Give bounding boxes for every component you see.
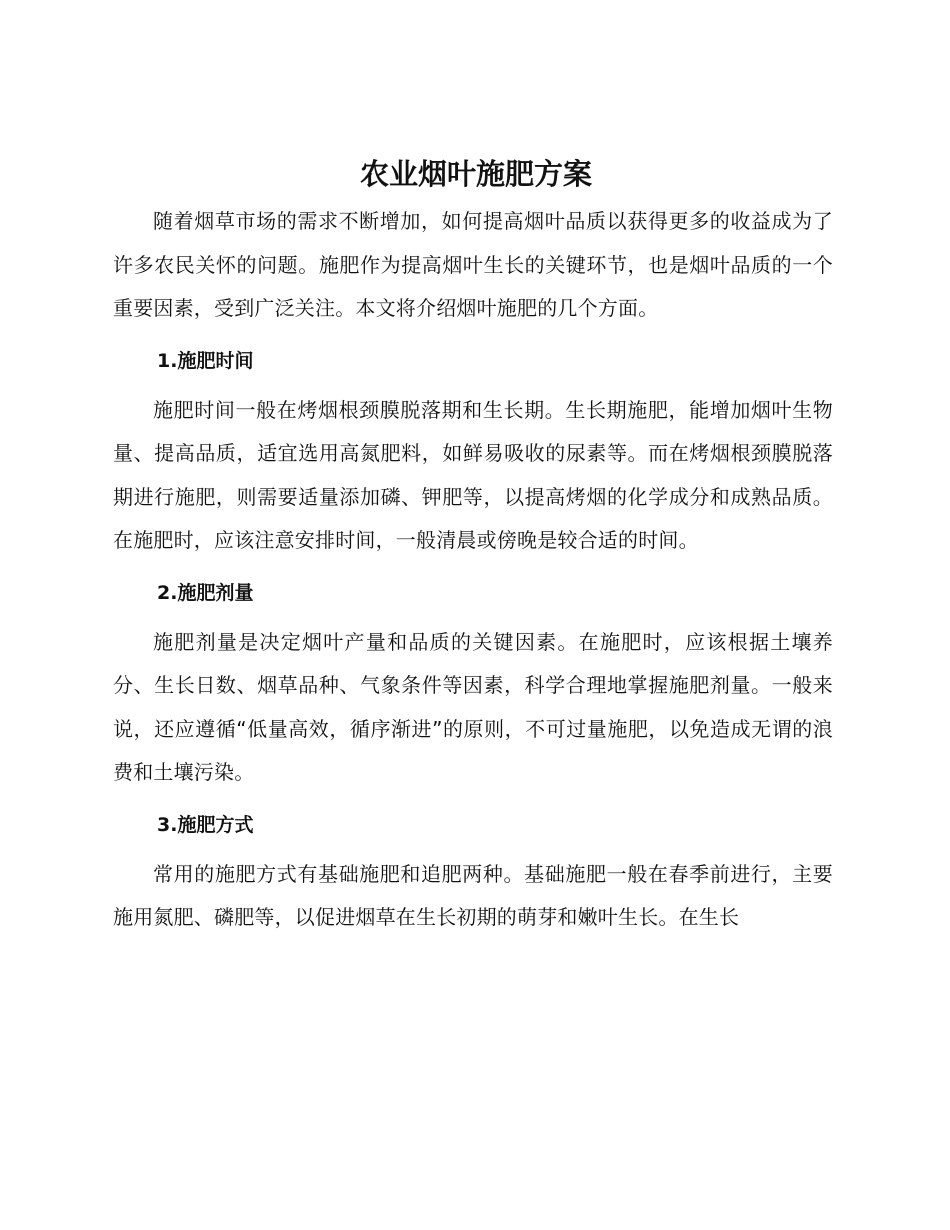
section-body: 施肥剂量是决定烟叶产量和品质的关键因素。在施肥时，应该根据土壤养分、生长日数、烟草品种、气象条件等因素，科学合理地掌握施肥剂量。一般来说，还应遵循“低量高效，循序渐进”的原则，不可过量施肥，以免造成无谓的浪费和土壤污染。 <box>113 629 833 784</box>
section-fertilizing-method <box>113 809 833 940</box>
section-fertilizing-time <box>113 345 833 563</box>
section-body: 施肥时间一般在烤烟根颈膜脱落期和生长期。生长期施肥，能增加烟叶生物量、提高品质，适宜选用高氮肥料，如鲜易吸收的尿素等。而在烤烟根颈膜脱落期进行施肥，则需要适量添加磷、钾肥等，以提高烤烟的化学成分和成熟品质。在施肥时，应该注意安排时间，一般清晨或傍晚是较合适的时间。 <box>113 397 833 552</box>
section-heading: 1.施肥时间 <box>157 349 254 372</box>
section-fertilizing-dosage <box>113 577 833 795</box>
document-title: 农业烟叶施肥方案 <box>359 157 592 191</box>
document-content <box>113 148 833 940</box>
intro-paragraph: 随着烟草市场的需求不断增加，如何提高烟叶品质以获得更多的收益成为了许多农民关怀的问题。施肥作为提高烟叶生长的关键环节，也是烟叶品质的一个重要因素，受到广泛关注。本文将介绍烟叶施肥的几个方面。 <box>113 209 833 320</box>
section-heading: 3.施肥方式 <box>157 813 254 836</box>
section-heading: 2.施肥剂量 <box>157 581 254 604</box>
section-body: 常用的施肥方式有基础施肥和追肥两种。基础施肥一般在春季前进行，主要施用氮肥、磷肥等，以促进烟草在生长初期的萌芽和嫩叶生长。在生长 <box>113 861 833 929</box>
